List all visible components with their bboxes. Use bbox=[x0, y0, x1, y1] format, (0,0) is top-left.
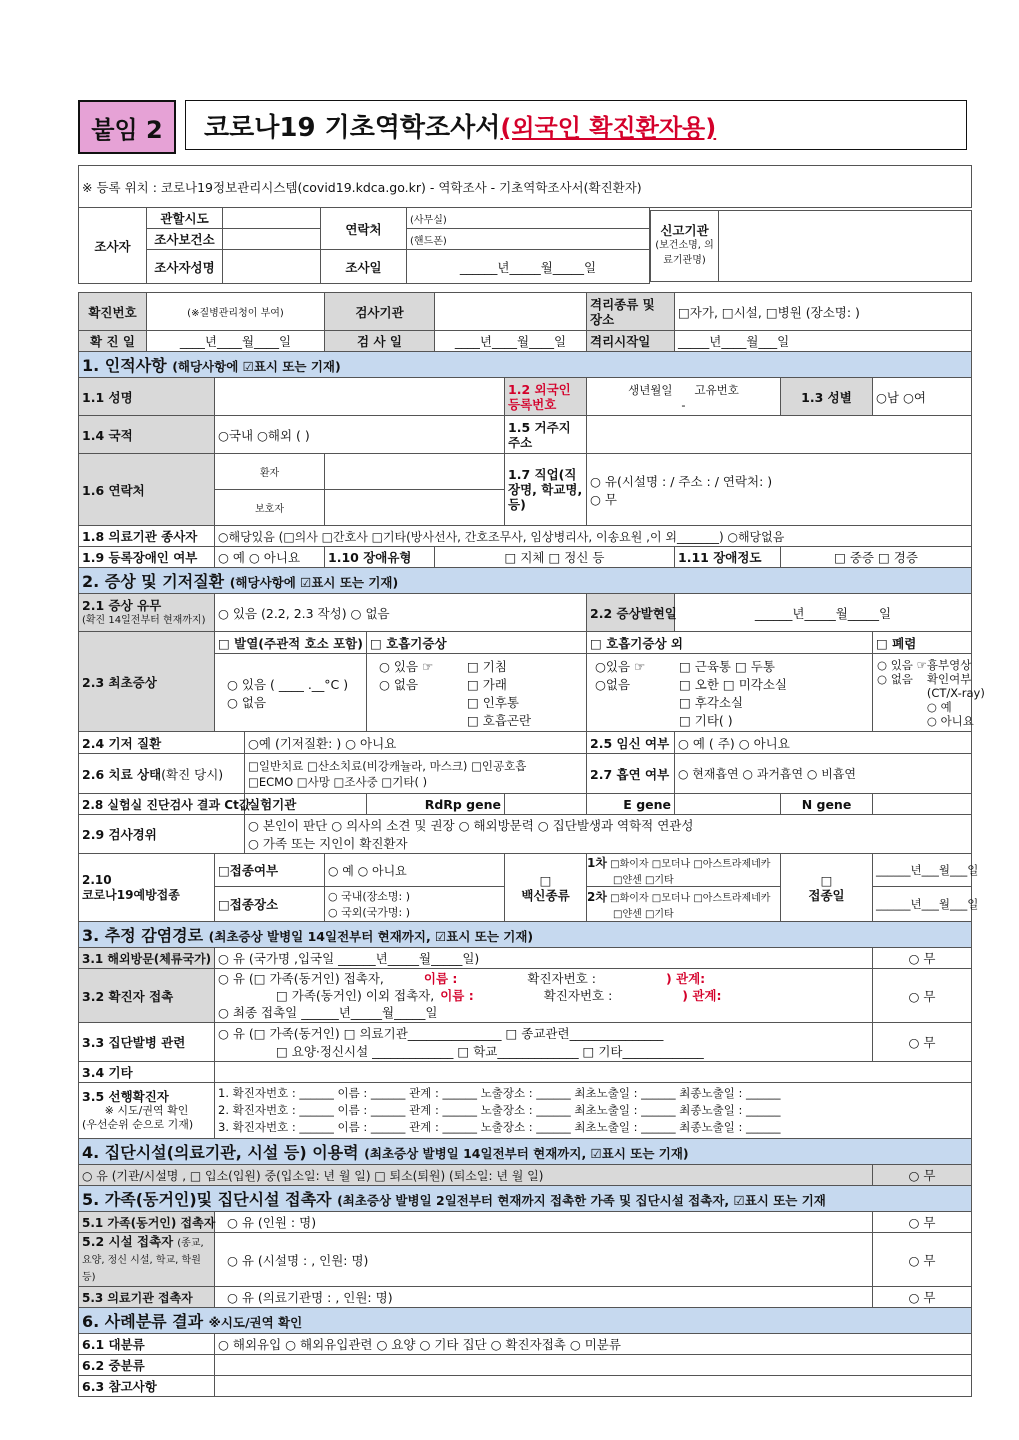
section-3-title: 3. 추정 감염경로 (최초증상 발병일 14일전부터 현재까지, ☑표시 또는 기재) bbox=[79, 922, 972, 948]
pregnancy-label: 2.5 임신 여부 bbox=[587, 732, 675, 754]
sex-label: 1.3 성별 bbox=[781, 378, 873, 416]
facility-use-field[interactable]: ○ 유 (기관/시설명 , □ 입소(입원) 중(입소일: 년 월 일) □ 퇴소(퇴원) (퇴소일: 년 월 일) bbox=[79, 1165, 873, 1186]
vaccinated-field[interactable]: ○ 예 ○ 아니요 bbox=[325, 854, 505, 887]
patient-phone-field[interactable] bbox=[325, 454, 505, 490]
confirm-no-field[interactable]: (※질병관리청이 부여) bbox=[147, 293, 325, 331]
survey-date-label: 조사일 bbox=[321, 250, 407, 284]
confirm-no-label: 확진번호 bbox=[79, 293, 147, 331]
test-date-field[interactable]: ____년____월____일 bbox=[435, 331, 587, 352]
symptom-field[interactable]: ○ 있음 (2.2, 2.3 작성) ○ 없음 bbox=[215, 594, 587, 632]
vaccine-date-label: □ 접종일 bbox=[781, 854, 873, 922]
health-center-label: 조사보건소 bbox=[147, 229, 223, 250]
overseas-visit-label: 3.1 해외방문(체류국가) bbox=[79, 948, 215, 969]
cluster-field[interactable]: ○ 유 (□ 가족(동거인) □ 의료기관_______________ □ 종교관련_______________ □ 요양·정신시설 _____________ □ 학교_____________ □ 기타_____________ bbox=[215, 1023, 873, 1062]
office-phone-field[interactable]: (사무실) bbox=[407, 208, 650, 229]
section-1-title: 1. 인적사항 (해당사항에 ☑표시 또는 기재) bbox=[79, 352, 972, 378]
isolation-start-field[interactable]: _____년____월___일 bbox=[675, 331, 972, 352]
mid-class-label: 6.2 중분류 bbox=[79, 1355, 215, 1376]
n-gene-label: N gene bbox=[781, 794, 873, 815]
medical-worker-field[interactable]: ○해당있음 (□의사 □간호사 □기타(방사선사, 간호조무사, 임상병리사, 이송요원 ,이 외_______) ○해당없음 bbox=[215, 526, 972, 547]
respiratory-options[interactable]: ○ 있음 ☞ ○ 없음 □ 기침 □ 가래 □ 인후통 □ 호흡곤란 bbox=[367, 654, 587, 732]
prior-case-field[interactable]: 1. 확진자번호 : ______ 이름 : ______ 관계 : ______ 노출장소 : ______ 최초노출일 : ______ 최종노출일 : ______ 2. 확진자번호 : ______ 이름 : ______ 관계 : ______ 노출장소 : ______ 최초노출일 : ______ 최종노출일 : ______ 3. 확진자번호 : ______ 이름 : ______ 관계 : ______ 노출장소 : ______ 최초노출일 : ______ 최종노출일 : ______ bbox=[215, 1083, 972, 1139]
section-6-title: 6. 사례분류 결과 ※시도/권역 확인 bbox=[79, 1308, 972, 1334]
name-label: 1.1 성명 bbox=[79, 378, 215, 416]
register-note: ※ 등록 위치 : 코로나19정보관리시스템(covid19.kdca.go.kr) - 역학조사 - 기초역학조사서(확진환자) bbox=[79, 166, 972, 208]
medical-worker-label: 1.8 의료기관 종사자 bbox=[79, 526, 215, 547]
form-subtitle: (외국인 확진환자용) bbox=[500, 113, 717, 142]
sex-field[interactable]: ○남 ○여 bbox=[873, 378, 972, 416]
facility-contact-label: 5.2 시설 접촉자 (종교, 요양, 정신 시설, 학교, 학원 등) bbox=[79, 1233, 215, 1287]
onset-field[interactable]: ______년_____월_____일 bbox=[675, 594, 972, 632]
section-2-title: 2. 증상 및 기저질환 (해당사항에 ☑표시 또는 기재) bbox=[79, 568, 972, 594]
test-route-field[interactable]: ○ 본인이 판단 ○ 의사의 소견 및 권장 ○ 해외방문력 ○ 집단발생과 역학적 연관성 ○ 가족 또는 지인이 확진환자 bbox=[245, 815, 972, 854]
disabled-field[interactable]: ○ 예 ○ 아니요 bbox=[215, 547, 325, 568]
pregnancy-field[interactable]: ○ 예 ( 주) ○ 아니요 bbox=[675, 732, 972, 754]
reg-no-label: 1.2 외국인 등록번호 bbox=[505, 378, 587, 416]
medical-contact-none-radio[interactable]: ○ 무 bbox=[873, 1287, 972, 1308]
rdrp-gene-label: RdRp gene bbox=[367, 794, 505, 815]
family-contact-label: 5.1 가족(동거인) 접촉자 bbox=[79, 1212, 215, 1233]
isolation-start-label: 격리시작일 bbox=[587, 331, 675, 352]
nationality-field[interactable]: ○국내 ○해외 ( ) bbox=[215, 416, 505, 454]
nationality-label: 1.4 국적 bbox=[79, 416, 215, 454]
form-title: 코로나19 기초역학조사서 (외국인 확진환자용) bbox=[185, 100, 967, 150]
lab-field[interactable] bbox=[435, 293, 587, 331]
investigator-name-field[interactable] bbox=[223, 250, 321, 284]
disability-type-field[interactable]: □ 지체 □ 정신 등 bbox=[435, 547, 675, 568]
treatment-label: 2.6 치료 상태(확진 당시) bbox=[79, 754, 245, 794]
pneumonia-options[interactable]: ○ 있음 ☞ ○ 없음 흉부영상 확인여부 (CT/X-ray) ○ 예 ○ 아니요 bbox=[873, 654, 972, 732]
medical-contact-label: 5.3 의료기관 접촉자 bbox=[79, 1287, 215, 1308]
test-route-label: 2.9 검사경위 bbox=[79, 815, 245, 854]
major-class-label: 6.1 대분류 bbox=[79, 1334, 215, 1355]
case-contact-field[interactable]: ○ 유 (□ 가족(동거인) 접촉자, 이름 : 확진자번호 : ) 관계: □ 가족(동거인) 이외 접촉자, 이름 : 확진자번호 : ) 관계: ○ 최종 접촉일 ______년_____월_____일 bbox=[215, 969, 873, 1023]
prior-case-label: 3.5 선행확진자 ※ 시도/권역 확인 (우선순위 순으로 기재) bbox=[79, 1083, 215, 1139]
family-contact-none-radio[interactable]: ○ 무 bbox=[873, 1212, 972, 1233]
facility-contact-none-radio[interactable]: ○ 무 bbox=[873, 1233, 972, 1287]
confirm-date-field[interactable]: ____년____월____일 bbox=[147, 331, 325, 352]
other-field[interactable] bbox=[215, 1062, 972, 1083]
address-field[interactable] bbox=[587, 416, 972, 454]
other-symptom-checkbox[interactable]: □ 호흡기증상 외 bbox=[587, 632, 873, 654]
onset-label: 2.2 증상발현일 bbox=[587, 594, 675, 632]
confirm-date-label: 확 진 일 bbox=[79, 331, 147, 352]
address-label: 1.5 거주지 주소 bbox=[505, 416, 587, 454]
overseas-none-radio[interactable]: ○ 무 bbox=[873, 948, 972, 969]
smoking-field[interactable]: ○ 현재흡연 ○ 과거흡연 ○ 비흡연 bbox=[675, 754, 972, 794]
province-field[interactable] bbox=[223, 208, 321, 229]
isolation-type-field[interactable]: □자가, □시설, □병원 (장소명: ) bbox=[675, 293, 972, 331]
family-contact-field[interactable]: ○ 유 (인원 : 명) bbox=[215, 1212, 873, 1233]
vaccinated-checkbox[interactable]: □접종여부 bbox=[215, 854, 325, 887]
investigator-name-label: 조사자성명 bbox=[147, 250, 223, 284]
guardian-phone-field[interactable] bbox=[325, 490, 505, 526]
treatment-field[interactable]: □일반치료 □산소치료(비강캐뉼라, 마스크) □인공호흡 □ECMO □사망 □조사중 □기타( ) bbox=[245, 754, 587, 794]
reporter-field[interactable] bbox=[719, 210, 972, 281]
rdrp-gene-field[interactable] bbox=[505, 794, 587, 815]
dose-2-date-field[interactable]: ______년___월___일 bbox=[873, 887, 972, 922]
ct-lab-label: 실험기관 bbox=[245, 794, 367, 815]
dose-1-field[interactable]: 1차 □화이자 □모더나 □아스트라제네카 □얀센 □기타 bbox=[587, 854, 781, 887]
attachment-tag: 붙임 2 bbox=[78, 100, 176, 154]
lab-label: 검사기관 bbox=[325, 293, 435, 331]
vaccination-label: 2.10 코로나19예방접종 bbox=[79, 854, 215, 922]
reporter-label: 신고기관 (보건소명, 의료기관명) bbox=[651, 210, 719, 281]
symptom-label: 2.1 증상 유무 (확진 14일전부터 현재까지) bbox=[79, 594, 215, 632]
investigator-section bbox=[78, 165, 971, 283]
survey-date-field[interactable]: ______년_____월_____일 bbox=[407, 250, 650, 284]
contact-label: 연락처 bbox=[321, 208, 407, 250]
guardian-label: 보호자 bbox=[215, 490, 325, 526]
disabled-label: 1.9 등록장애인 여부 bbox=[79, 547, 215, 568]
facility-contact-field[interactable]: ○ 유 (시설명 : , 인원: 명) bbox=[215, 1233, 873, 1287]
n-gene-field[interactable] bbox=[873, 794, 972, 815]
vaccination-place-checkbox[interactable]: □접종장소 bbox=[215, 887, 325, 922]
isolation-type-label: 격리종류 및 장소 bbox=[587, 293, 675, 331]
first-symptom-label: 2.3 최초증상 bbox=[79, 632, 215, 732]
reference-label: 6.3 참고사항 bbox=[79, 1376, 215, 1397]
job-field[interactable]: ○ 유(시설명 : / 주소 : / 연락처: ) ○ 무 bbox=[587, 454, 972, 526]
case-contact-none-radio[interactable]: ○ 무 bbox=[873, 969, 972, 1023]
underlying-disease-field[interactable]: ○예 (기저질환: ) ○ 아니요 bbox=[245, 732, 587, 754]
health-center-field[interactable] bbox=[223, 229, 321, 250]
disability-level-label: 1.11 장애정도 bbox=[675, 547, 781, 568]
patient-label: 환자 bbox=[215, 454, 325, 490]
fever-checkbox[interactable]: □ 발열(주관적 호소 포함) bbox=[215, 632, 367, 654]
vaccine-type-label: □ 백신종류 bbox=[505, 854, 587, 922]
major-class-field[interactable]: ○ 해외유입 ○ 해외유입관련 ○ 요양 ○ 기타 집단 ○ 확진자접촉 ○ 미분류 bbox=[215, 1334, 972, 1355]
cluster-none-radio[interactable]: ○ 무 bbox=[873, 1023, 972, 1062]
contact-phone-label: 1.6 연락처 bbox=[79, 454, 215, 526]
dose-2-field[interactable]: 2차 □화이자 □모더나 □아스트라제네카 □얀센 □기타 bbox=[587, 887, 781, 922]
fever-options[interactable]: ○ 있음 ( ____ .__°C ) ○ 없음 bbox=[215, 654, 367, 732]
section-4-title: 4. 집단시설(의료기관, 시설 등) 이용력 (최초증상 발병일 14일전부터 현재까지, ☑표시 또는 기재) bbox=[79, 1139, 972, 1165]
other-label: 3.4 기타 bbox=[79, 1062, 215, 1083]
e-gene-field[interactable] bbox=[675, 794, 781, 815]
underlying-disease-label: 2.4 기저 질환 bbox=[79, 732, 245, 754]
respiratory-checkbox[interactable]: □ 호흡기증상 bbox=[367, 632, 587, 654]
job-label: 1.7 직업(직장명, 학교명, 등) bbox=[505, 454, 587, 526]
reference-field[interactable] bbox=[215, 1376, 972, 1397]
dose-1-date-field[interactable]: ______년___월___일 bbox=[873, 854, 972, 887]
disability-type-label: 1.10 장애유형 bbox=[325, 547, 435, 568]
form-header bbox=[78, 100, 971, 152]
investigator-label: 조사자 bbox=[79, 208, 147, 284]
reg-no-field[interactable]: 생년월일 고유번호 - bbox=[587, 378, 781, 416]
mobile-phone-field[interactable]: (핸드폰) bbox=[407, 229, 650, 250]
cluster-label: 3.3 집단발병 관련 bbox=[79, 1023, 215, 1062]
vaccination-place-field[interactable]: ○ 국내(장소명: ) ○ 국외(국가명: ) bbox=[325, 887, 505, 922]
name-field[interactable] bbox=[215, 378, 505, 416]
facility-use-none-radio[interactable]: ○ 무 bbox=[873, 1165, 972, 1186]
province-label: 관할시도 bbox=[147, 208, 223, 229]
test-date-label: 검 사 일 bbox=[325, 331, 435, 352]
case-contact-label: 3.2 확진자 접촉 bbox=[79, 969, 215, 1023]
main-form bbox=[78, 292, 985, 1397]
smoking-label: 2.7 흡연 여부 bbox=[587, 754, 675, 794]
mid-class-field[interactable] bbox=[215, 1355, 972, 1376]
section-5-title: 5. 가족(동거인)및 집단시설 접촉자 (최초증상 발병일 2일전부터 현재까지 접촉한 가족 및 집단시설 접촉자, ☑표시 또는 기재 bbox=[79, 1186, 972, 1212]
other-symptom-options[interactable]: ○있음 ☞ ○없음 □ 근육통 □ 두통 □ 오한 □ 미각소실 □ 후각소실 □ 기타( ) bbox=[587, 654, 873, 732]
pneumonia-checkbox[interactable]: □ 폐렴 bbox=[873, 632, 972, 654]
disability-level-field[interactable]: □ 중증 □ 경증 bbox=[781, 547, 972, 568]
e-gene-label: E gene bbox=[587, 794, 675, 815]
medical-contact-field[interactable]: ○ 유 (의료기관명 : , 인원: 명) bbox=[215, 1287, 873, 1308]
ct-value-label: 2.8 실험실 진단검사 결과 Ct값 bbox=[79, 794, 245, 815]
overseas-visit-field[interactable]: ○ 유 (국가명 ,입국일 ______년_____월_____일) bbox=[215, 948, 873, 969]
